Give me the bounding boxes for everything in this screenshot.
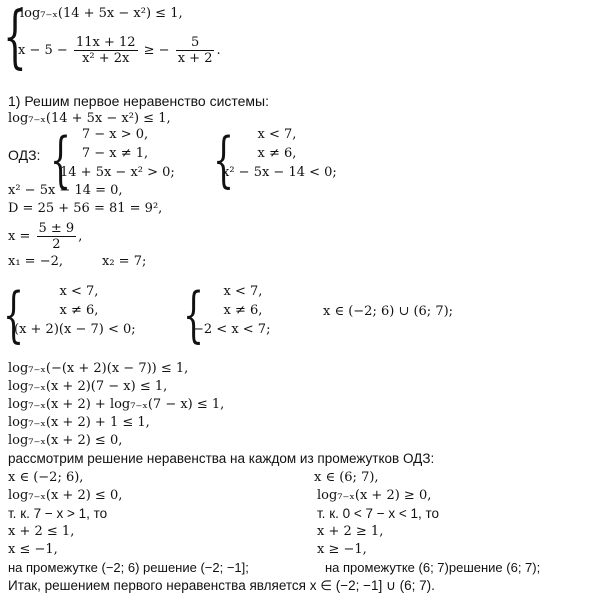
left-col-5: x ≤ −1, <box>8 542 58 557</box>
left-col-3: т. к. 7 − x > 1, то <box>8 506 108 521</box>
odz2-b-3: −2 < x < 7; <box>193 322 271 337</box>
odz2-brace-a: { <box>3 280 25 350</box>
left-col-6: на промежутке (−2; 6) решение (−2; −1]; <box>8 560 249 575</box>
left-col-4: x + 2 ≤ 1, <box>8 524 75 539</box>
system-line-1: log₇₋ₓ(14 + 5x − x²) ≤ 1, <box>20 6 183 21</box>
transform-2: log₇₋ₓ(x + 2)(7 − x) ≤ 1, <box>8 379 168 394</box>
roots-1: x₁ = −2, <box>8 254 63 269</box>
system-line-2-mid: ≥ − <box>143 43 170 58</box>
odz2-b-2: x ≠ 6, <box>223 303 263 318</box>
right-col-1: x ∈ (6; 7), <box>314 470 379 485</box>
left-col-1: x ∈ (−2; 6), <box>8 470 84 485</box>
odz2-brace-b: { <box>183 280 205 350</box>
discriminant: D = 25 + 56 = 81 = 9², <box>8 201 163 216</box>
left-col-2: log₇₋ₓ(x + 2) ≤ 0, <box>8 488 123 503</box>
root-fraction: $\frac{5 \pm 9}{2}$ <box>38 221 75 252</box>
system-brace: { <box>3 0 27 77</box>
odz-a-3: 14 + 5x − x² > 0; <box>60 165 175 180</box>
right-col-5: x ≥ −1, <box>317 542 367 557</box>
odz2-a-2: x ≠ 6, <box>59 303 99 318</box>
step1-heading: 1) Решим первое неравенство системы: <box>8 93 270 109</box>
transform-6: рассмотрим решение неравенства на каждом из промежутков ОДЗ: <box>8 451 435 466</box>
system-line-2-pre: x − 5 − <box>18 43 68 58</box>
odz-label: ОДЗ: <box>8 147 41 163</box>
odz-b-3: x² − 5x − 14 < 0; <box>222 165 337 180</box>
fraction-2: $\frac{5}{x + 2}$ <box>177 35 213 66</box>
odz2-answer: x ∈ (−2; 6) ∪ (6; 7); <box>323 304 454 319</box>
system-line-2: x − 5 − $\frac{11x + 12}{\text{x² + 2x}}$ ≥ − $\frac{5}{x + 2}$ . <box>18 35 221 66</box>
quadratic-eq: x² − 5x − 14 = 0, <box>8 183 123 198</box>
odz-brace-a: { <box>50 125 72 195</box>
odz-brace-b: { <box>213 125 235 195</box>
odz-b-2: x ≠ 6, <box>257 146 297 161</box>
transform-4: log₇₋ₓ(x + 2) + 1 ≤ 1, <box>8 415 150 430</box>
root-formula: x = $\frac{5 \pm 9}{2}$ , <box>8 221 83 252</box>
conclusion: Итак, решением первого неравенства является x ∈ (−2; −1] ∪ (6; 7). <box>8 578 435 593</box>
odz-a-1: 7 − x > 0, <box>81 127 149 142</box>
right-col-4: x + 2 ≥ 1, <box>317 524 384 539</box>
right-col-3: т. к. 0 < 7 − x < 1, то <box>317 506 440 521</box>
step1-inequality: log₇₋ₓ(14 + 5x − x²) ≤ 1, <box>8 111 171 126</box>
odz2-a-1: x < 7, <box>59 284 99 299</box>
right-col-2: log₇₋ₓ(x + 2) ≥ 0, <box>317 488 432 503</box>
odz2-b-1: x < 7, <box>223 284 263 299</box>
right-col-6: на промежутке (6; 7)решение (6; 7); <box>325 560 541 575</box>
transform-5: log₇₋ₓ(x + 2) ≤ 0, <box>8 433 123 448</box>
roots-2: x₂ = 7; <box>102 254 147 269</box>
odz2-a-3: (x + 2)(x − 7) < 0; <box>14 322 136 337</box>
fraction-1: $\frac{11x + 12}{\text{x² + 2x}}$ <box>75 35 136 66</box>
transform-1: log₇₋ₓ(−(x + 2)(x − 7)) ≤ 1, <box>8 361 189 376</box>
odz-a-2: 7 − x ≠ 1, <box>81 146 149 161</box>
transform-3: log₇₋ₓ(x + 2) + log₇₋ₓ(7 − x) ≤ 1, <box>8 397 225 412</box>
odz-b-1: x < 7, <box>257 127 297 142</box>
